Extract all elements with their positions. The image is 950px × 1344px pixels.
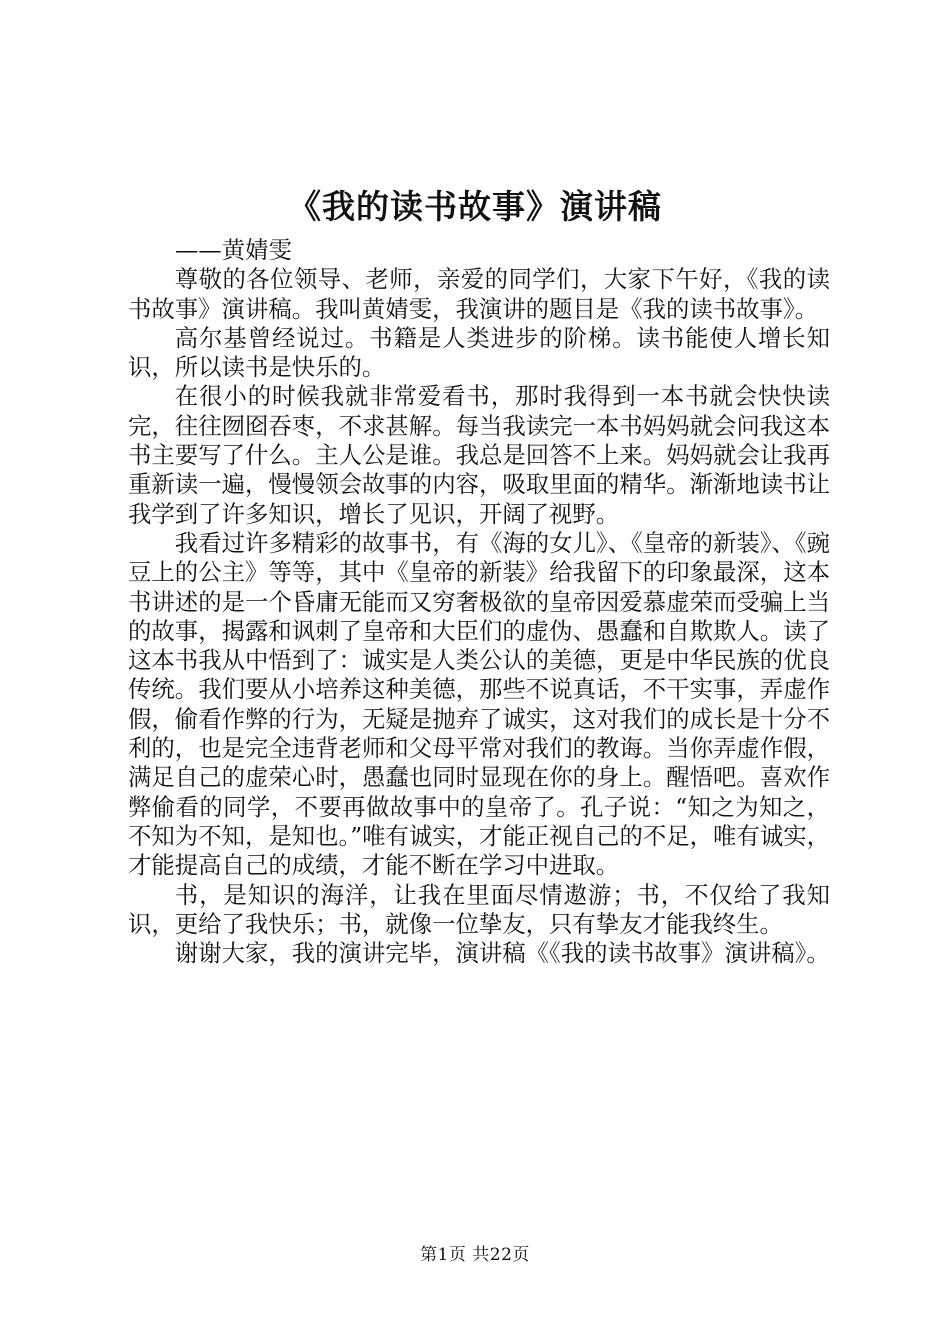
paragraph-greeting: 尊敬的各位领导、老师，亲爱的同学们，大家下午好，《我的读书故事》演讲稿。我叫黄婧雯，我演讲的题目是《我的读书故事》。 — [128, 265, 830, 323]
paragraph-gorky-quote: 高尔基曾经说过。书籍是人类进步的阶梯。读书能使人增长知识，所以读书是快乐的。 — [128, 323, 830, 382]
document-body — [128, 236, 830, 968]
paragraph-closing: 谢谢大家，我的演讲完毕，演讲稿《《我的读书故事》演讲稿》。 — [174, 939, 830, 968]
author-line: ——黄婧雯 — [175, 236, 292, 264]
document-title: 《我的读书故事》演讲稿 — [288, 187, 662, 226]
paragraph-emperor-new-clothes: 我看过许多精彩的故事书，有《海的女儿》、《皇帝的新装》、《豌豆上的公主》等等，其中《皇帝的新装》给我留下的印象最深，这本书讲述的是一个昏庸无能而又穷奢极欲的皇帝因爱慕虚荣而受骗上当的故事，揭露和讽刺了皇帝和大臣们的虚伪、愚蠢和自欺欺人。读了这本书我从中悟到了：诚实是人类公认的美德，更是中华民族的优良传统。我们要从小培养这种美德，那些不说真话，不干实事，弄虚作假，偷看作弊的行为，无疑是抛弃了诚实，这对我们的成长是十分不利的，也是完全违背老师和父母平常对我们的教诲。当你弄虚作假，满足自己的虚荣心时，愚蠢也同时显现在你的身上。醒悟吧。喜欢作弊偷看的同学，不要再做故事中的皇帝了。孔子说：“知之为知之，不知为不知，是知也。”唯有诚实，才能正视自己的不足，唯有诚实，才能提高自己的成绩，才能不断在学习中进取。 — [128, 528, 830, 880]
paragraph-books-ocean: 书，是知识的海洋，让我在里面尽情遨游；书，不仅给了我知识，更给了我快乐；书，就像一位挚友，只有挚友才能我终生。 — [128, 880, 830, 938]
paragraph-childhood-reading: 在很小的时候我就非常爱看书，那时我得到一本书就会快快读完，往往囫囵吞枣，不求甚解。每当我读完一本书妈妈就会问我这本书主要写了什么。主人公是谁。我总是回答不上来。妈妈就会让我再重新读一遍，慢慢领会故事的内容，吸取里面的精华。渐渐地读书让我学到了许多知识，增长了见识，开阔了视野。 — [128, 382, 830, 528]
page-number-footer: 第1页 共22页 — [420, 1245, 530, 1265]
